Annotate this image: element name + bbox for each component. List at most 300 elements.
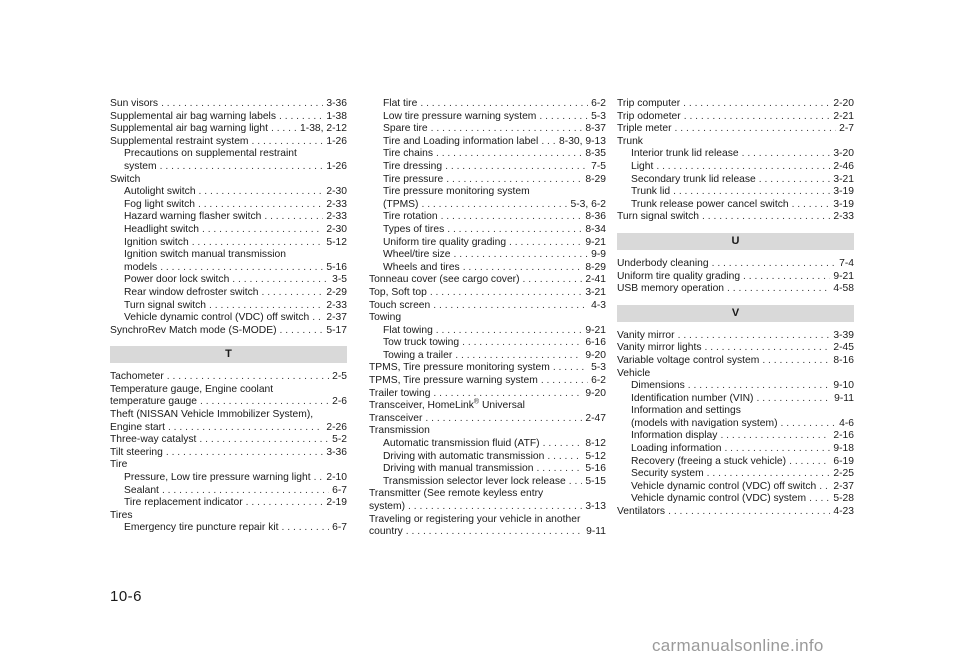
entry-page-ref: 3-36 — [326, 446, 347, 458]
entry-page-ref: 8-16 — [833, 354, 854, 366]
index-entry-line — [369, 425, 606, 438]
index-entry — [110, 300, 347, 313]
dot-leader — [160, 262, 323, 275]
entry-page-ref: 7-5 — [591, 160, 606, 172]
entry-text: system — [124, 160, 157, 172]
index-entry — [369, 111, 606, 124]
entry-text: Switch — [110, 173, 141, 185]
index-entry — [617, 330, 854, 343]
entry-page-ref: 1-26 — [326, 135, 347, 147]
index-entry — [110, 111, 347, 124]
entry-page-ref: 2-33 — [833, 211, 854, 223]
entry-text: Ignition switch manual transmission — [124, 249, 286, 261]
entry-text: Transceiver, HomeLink — [369, 400, 474, 412]
dot-leader — [441, 211, 583, 224]
index-entry — [110, 325, 347, 338]
index-entry — [617, 493, 854, 506]
entry-page-ref: 8-12 — [585, 438, 606, 450]
index-entry — [110, 237, 347, 250]
index-entry-line — [110, 384, 347, 397]
entry-text: Power door lock switch — [124, 274, 230, 286]
entry-text: Tonneau cover (see cargo cover) — [369, 274, 520, 286]
dot-leader — [541, 375, 588, 388]
entry-text: Hazard warning flasher switch — [124, 211, 262, 223]
dot-leader — [688, 380, 831, 393]
entry-text: Tire and Loading information label — [383, 135, 539, 147]
entry-page-ref: 2-19 — [326, 497, 347, 509]
dot-leader — [523, 274, 583, 287]
index-entry — [369, 274, 606, 287]
index-entry — [369, 337, 606, 350]
index-entry — [369, 501, 606, 514]
index-entry — [110, 186, 347, 199]
index-entry — [617, 111, 854, 124]
entry-text: Touch screen — [369, 299, 431, 311]
entry-text: Loading information — [631, 443, 722, 455]
entry-page-ref: 9-9 — [591, 249, 606, 261]
dot-leader — [454, 249, 589, 262]
entry-page-ref: 3-19 — [833, 198, 854, 210]
index-entry — [369, 526, 606, 539]
index-entry — [369, 174, 606, 187]
dot-leader — [789, 456, 830, 469]
entry-page-ref: 2-7 — [839, 123, 854, 135]
entry-page-ref: 2-25 — [833, 468, 854, 480]
index-entry — [110, 211, 347, 224]
index-entry — [110, 161, 347, 174]
entry-text: Automatic transmission fluid (ATF) — [383, 438, 540, 450]
dot-leader — [553, 362, 588, 375]
index-entry-line — [617, 405, 854, 418]
index-entry — [617, 342, 854, 355]
entry-text: Interior trunk lid release — [631, 148, 739, 160]
entry-page-ref: 6-7 — [332, 484, 347, 496]
entry-text: TPMS, Tire pressure monitoring system — [369, 362, 550, 374]
index-entry — [110, 522, 347, 535]
dot-leader — [280, 325, 324, 338]
entry-text: Vehicle dynamic control (VDC) off switch — [124, 312, 310, 324]
dot-leader — [199, 434, 329, 447]
dot-leader — [819, 481, 830, 494]
entry-page-ref: 2-29 — [326, 286, 347, 298]
index-column-3 — [617, 98, 854, 519]
entry-page-ref: 2-16 — [833, 430, 854, 442]
index-entry-line — [110, 148, 347, 161]
entry-page-ref: 9-10 — [833, 380, 854, 392]
index-entry — [617, 430, 854, 443]
entry-page-ref: 3-20 — [833, 148, 854, 160]
index-entry — [617, 418, 854, 431]
index-entry — [110, 123, 347, 136]
entry-page-ref: 3-13 — [585, 501, 606, 512]
dot-leader — [727, 283, 830, 296]
index-entry — [369, 438, 606, 451]
dot-leader — [433, 300, 588, 313]
dot-leader — [436, 148, 582, 161]
entry-text: Wheels and tires — [383, 261, 460, 273]
dot-leader — [430, 287, 583, 300]
dot-leader — [675, 123, 837, 136]
index-entry — [369, 388, 606, 401]
dot-leader — [656, 161, 830, 174]
index-entry — [617, 161, 854, 174]
entry-text: Types of tires — [383, 223, 445, 235]
index-entry — [617, 380, 854, 393]
entry-text: Trunk release power cancel switch — [631, 198, 789, 210]
index-entry — [369, 300, 606, 313]
dot-leader — [232, 274, 329, 287]
entry-page-ref: 2-45 — [833, 342, 854, 354]
index-entry — [369, 325, 606, 338]
entry-text: Precautions on supplemental restraint — [124, 148, 297, 160]
entry-text: Supplemental air bag warning labels — [110, 110, 276, 122]
dot-leader — [431, 123, 583, 136]
entry-text: Turn signal switch — [124, 299, 207, 311]
entry-text: Engine start — [110, 421, 165, 433]
entry-text: Tire — [110, 459, 128, 471]
index-entry-line — [369, 514, 606, 527]
entry-text: Transmission — [369, 425, 430, 437]
index-entry-line — [110, 174, 347, 187]
index-entry — [369, 148, 606, 161]
index-entry — [369, 262, 606, 275]
dot-leader — [246, 497, 324, 510]
index-entry — [110, 447, 347, 460]
dot-leader — [720, 430, 830, 443]
entry-text: Tire chains — [383, 148, 433, 160]
registered-mark: ® — [473, 398, 480, 406]
entry-page-ref: 5-12 — [326, 236, 347, 248]
entry-page-ref: 2-20 — [833, 98, 854, 109]
entry-page-ref: 5-15 — [585, 475, 606, 487]
dot-leader — [408, 501, 582, 514]
index-entry — [617, 355, 854, 368]
entry-text: Vanity mirror — [617, 329, 675, 341]
dot-leader — [455, 350, 582, 363]
index-entry — [369, 375, 606, 388]
entry-text: Rear window defroster switch — [124, 286, 259, 298]
entry-page-ref: 2-33 — [326, 211, 347, 223]
entry-text-continued: Universal — [479, 400, 525, 412]
entry-page-ref: 2-26 — [326, 421, 347, 433]
entry-text: Towing a trailer — [383, 349, 453, 361]
page-number: 10-6 — [110, 588, 143, 605]
section-header: U — [617, 233, 854, 250]
index-entry — [110, 224, 347, 237]
dot-leader — [433, 388, 582, 401]
index-entry-line — [617, 368, 854, 381]
index-entry-line — [369, 312, 606, 325]
dot-leader — [742, 148, 831, 161]
entry-text: Sun visors — [110, 98, 159, 109]
entry-text: Trip computer — [617, 98, 681, 109]
entry-page-ref: 4-23 — [833, 506, 854, 518]
entry-text: Uniform tire quality grading — [617, 270, 741, 282]
dot-leader — [781, 418, 837, 431]
index-entry — [617, 456, 854, 469]
entry-page-ref: 2-37 — [326, 312, 347, 324]
entry-text: Supplemental restraint system — [110, 135, 249, 147]
index-entry — [617, 98, 854, 111]
entry-text: Three-way catalyst — [110, 434, 197, 446]
dot-leader — [702, 211, 830, 224]
entry-text: Trip odometer — [617, 110, 681, 122]
dot-leader — [279, 111, 323, 124]
entry-text: (models with navigation system) — [631, 417, 778, 429]
entry-page-ref: 4-58 — [833, 283, 854, 295]
entry-text: Tire pressure — [383, 173, 444, 185]
dot-leader — [684, 111, 831, 124]
dot-leader — [420, 98, 588, 111]
entry-text: Towing — [369, 312, 402, 324]
entry-page-ref: 8-36 — [585, 211, 606, 223]
entry-page-ref: 9-21 — [585, 236, 606, 248]
dot-leader — [743, 271, 830, 284]
entry-page-ref: 9-11 — [586, 526, 606, 538]
index-entry — [110, 262, 347, 275]
entry-text: Triple meter — [617, 123, 672, 135]
dot-leader — [569, 476, 583, 489]
entry-page-ref: 3-36 — [326, 98, 347, 109]
index-entry — [110, 472, 347, 485]
entry-page-ref: 6-2 — [591, 375, 606, 387]
index-entry — [617, 199, 854, 212]
entry-text: Vehicle — [617, 367, 651, 379]
entry-page-ref: 6-19 — [833, 455, 854, 467]
entry-text: Identification number (VIN) — [631, 392, 754, 404]
index-entry — [369, 451, 606, 464]
dot-leader — [425, 413, 582, 426]
dot-leader — [312, 312, 323, 325]
entry-page-ref: 8-29 — [585, 173, 606, 185]
entry-page-ref: 9-21 — [833, 270, 854, 282]
index-entry — [369, 161, 606, 174]
index-entry — [110, 371, 347, 384]
index-entry — [369, 350, 606, 363]
dot-leader — [445, 161, 588, 174]
dot-leader — [756, 393, 831, 406]
dot-leader — [406, 526, 583, 539]
entry-page-ref: 3-5 — [332, 274, 347, 286]
dot-leader — [314, 472, 324, 485]
entry-text: country — [369, 526, 403, 538]
dot-leader — [271, 123, 297, 136]
index-entry — [617, 186, 854, 199]
index-entry — [369, 237, 606, 250]
entry-text: Tachometer — [110, 371, 164, 383]
dot-leader — [724, 443, 830, 456]
entry-text: SynchroRev Match mode (S-MODE) — [110, 324, 277, 336]
dot-leader — [463, 262, 583, 275]
dot-leader — [209, 300, 323, 313]
dot-leader — [759, 174, 831, 187]
dot-leader — [167, 371, 329, 384]
entry-page-ref: 8-30, 9-13 — [559, 135, 606, 147]
entry-text: Vehicle dynamic control (VDC) system — [631, 493, 807, 505]
dot-leader — [792, 199, 831, 212]
entry-page-ref: 6-16 — [585, 337, 606, 349]
entry-page-ref: 2-30 — [326, 223, 347, 235]
dot-leader — [162, 485, 329, 498]
entry-page-ref: 3-21 — [833, 173, 854, 185]
entry-page-ref: 2-47 — [585, 412, 606, 424]
index-entry — [369, 463, 606, 476]
index-entry — [617, 481, 854, 494]
index-entry-line — [369, 186, 606, 199]
entry-page-ref: 2-6 — [332, 396, 347, 408]
entry-page-ref: 9-11 — [834, 392, 854, 404]
index-entry — [617, 211, 854, 224]
entry-text: Variable voltage control system — [617, 354, 760, 366]
entry-page-ref: 5-17 — [326, 324, 347, 336]
index-entry — [617, 506, 854, 519]
index-entry — [617, 283, 854, 296]
entry-page-ref: 8-29 — [585, 261, 606, 273]
entry-text: Top, Soft top — [369, 286, 427, 298]
index-entry — [369, 362, 606, 375]
entry-text: Fog light switch — [124, 198, 195, 210]
entry-text: Underbody cleaning — [617, 257, 709, 269]
entry-page-ref: 5-3 — [591, 362, 606, 374]
dot-leader — [712, 258, 837, 271]
entry-page-ref: 2-5 — [332, 371, 347, 383]
dot-leader — [543, 438, 583, 451]
index-entry-line — [110, 510, 347, 523]
index-entry — [110, 497, 347, 510]
entry-page-ref: 9-21 — [585, 324, 606, 336]
entry-page-ref: 2-46 — [833, 160, 854, 172]
entry-text: Wheel/tire size — [383, 249, 451, 261]
index-entry — [369, 98, 606, 111]
entry-text: Tire rotation — [383, 211, 438, 223]
entry-page-ref: 9-18 — [833, 443, 854, 455]
entry-page-ref: 6-7 — [332, 522, 347, 534]
entry-text: Light — [631, 160, 654, 172]
entry-text: Trunk lid — [631, 186, 671, 198]
index-entry — [369, 211, 606, 224]
index-entry — [110, 199, 347, 212]
dot-leader — [541, 136, 556, 149]
index-entry-line — [110, 459, 347, 472]
dot-leader — [762, 355, 830, 368]
entry-text: Transceiver — [369, 412, 423, 424]
entry-page-ref: 3-21 — [585, 286, 606, 298]
dot-leader — [198, 199, 323, 212]
entry-page-ref: 3-39 — [833, 329, 854, 341]
entry-page-ref: 2-21 — [833, 110, 854, 122]
dot-leader — [809, 493, 830, 506]
entry-page-ref: 2-33 — [326, 198, 347, 210]
index-entry — [617, 271, 854, 284]
index-entry — [110, 136, 347, 149]
dot-leader — [705, 342, 831, 355]
index-entry — [110, 274, 347, 287]
index-entry-line — [369, 400, 606, 413]
entry-page-ref: 1-38 — [326, 110, 347, 122]
entry-text: models — [124, 261, 158, 273]
index-entry — [617, 148, 854, 161]
entry-text: Theft (NISSAN Vehicle Immobilizer System), — [110, 409, 314, 421]
entry-page-ref: 2-30 — [326, 186, 347, 198]
entry-text: Recovery (freeing a stuck vehicle) — [631, 455, 787, 467]
dot-leader — [509, 237, 582, 250]
index-column-1 — [110, 98, 347, 535]
index-entry — [110, 396, 347, 409]
entry-page-ref: 4-3 — [591, 299, 606, 311]
dot-leader — [168, 422, 323, 435]
index-entry-line — [617, 136, 854, 149]
entry-page-ref: 9-20 — [585, 387, 606, 399]
index-entry — [110, 287, 347, 300]
index-entry — [369, 287, 606, 300]
dot-leader — [547, 451, 582, 464]
dot-leader — [537, 463, 583, 476]
index-entry — [110, 312, 347, 325]
entry-page-ref: 3-19 — [833, 186, 854, 198]
entry-text: Uniform tire quality grading — [383, 236, 507, 248]
entry-text: TPMS, Tire pressure warning system — [369, 375, 538, 387]
entry-page-ref: 5-3, 6-2 — [570, 198, 606, 210]
index-entry — [617, 174, 854, 187]
entry-text: Autolight switch — [124, 186, 196, 198]
dot-leader — [161, 98, 323, 111]
entry-text: Tire dressing — [383, 160, 443, 172]
entry-text: temperature gauge — [110, 396, 198, 408]
entry-text: Headlight switch — [124, 223, 199, 235]
entry-text: Sealant — [124, 484, 159, 496]
entry-page-ref: 5-16 — [585, 463, 606, 475]
dot-leader — [261, 287, 323, 300]
dot-leader — [202, 224, 323, 237]
entry-page-ref: 2-10 — [326, 472, 347, 484]
entry-text: Transmitter (See remote keyless entry — [369, 488, 544, 500]
entry-text: Tires — [110, 509, 133, 521]
dot-leader — [282, 522, 330, 535]
dot-leader — [668, 506, 830, 519]
dot-leader — [462, 337, 582, 350]
entry-page-ref: 7-4 — [839, 257, 854, 269]
entry-text: Turn signal switch — [617, 211, 700, 223]
index-entry — [110, 98, 347, 111]
index-entry — [369, 136, 606, 149]
entry-text: Spare tire — [383, 123, 428, 135]
entry-page-ref: 8-34 — [585, 223, 606, 235]
dot-leader — [436, 325, 583, 338]
entry-page-ref: 2-37 — [833, 480, 854, 492]
index-entry — [617, 393, 854, 406]
entry-text: Tilt steering — [110, 446, 163, 458]
entry-text: Ignition switch — [124, 236, 189, 248]
entry-page-ref: 5-2 — [332, 434, 347, 446]
entry-text: Vanity mirror lights — [617, 342, 702, 354]
entry-text: Pressure, Low tire pressure warning light — [124, 472, 311, 484]
entry-page-ref: 5-3 — [591, 110, 606, 122]
index-entry — [369, 413, 606, 426]
dot-leader — [192, 237, 324, 250]
entry-text: Tire replacement indicator — [124, 497, 243, 509]
index-entry — [617, 468, 854, 481]
entry-page-ref: 5-16 — [326, 261, 347, 273]
entry-text: Driving with manual transmission — [383, 463, 534, 475]
index-entry-line — [110, 409, 347, 422]
entry-text: Trunk — [617, 135, 643, 147]
section-header: T — [110, 346, 347, 363]
dot-leader — [421, 199, 567, 212]
entry-text: Dimensions — [631, 380, 685, 392]
section-header: V — [617, 305, 854, 322]
entry-text: Driving with automatic transmission — [383, 450, 545, 462]
dot-leader — [539, 111, 588, 124]
